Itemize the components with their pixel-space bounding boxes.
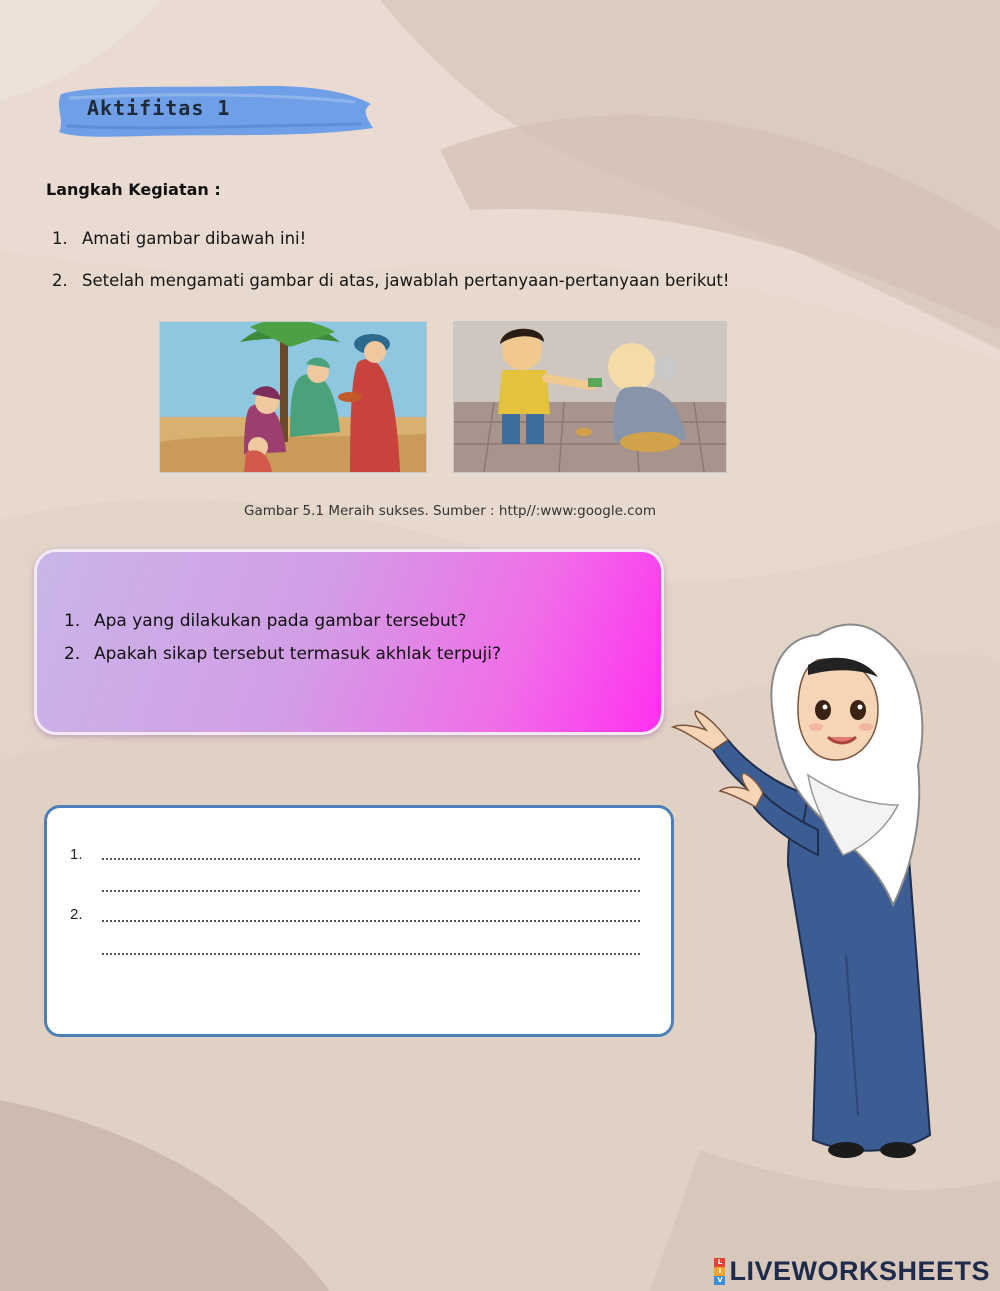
- logo-letter: I: [714, 1267, 725, 1276]
- question-box: [34, 549, 664, 735]
- question-number: 1.: [64, 611, 81, 631]
- answer-2-line-1[interactable]: [102, 920, 640, 922]
- answer-1-line-1[interactable]: [102, 858, 640, 860]
- step-text: Setelah mengamati gambar di atas, jawablah pertanyaan-pertanyaan berikut!: [82, 271, 730, 290]
- question-text: Apakah sikap tersebut termasuk akhlak terpuji?: [94, 644, 502, 664]
- question-number: 2.: [64, 644, 81, 664]
- answer-2-line-2[interactable]: [102, 953, 640, 955]
- answer-1-line-2[interactable]: [102, 890, 640, 892]
- step-number: 2.: [52, 271, 68, 290]
- steps-heading: Langkah Kegiatan :: [46, 180, 221, 199]
- step-item: [52, 271, 729, 290]
- step-text: Amati gambar dibawah ini!: [82, 229, 307, 248]
- step-item: [52, 229, 306, 248]
- illustration-sharing-food: [159, 321, 427, 473]
- logo-letter: V: [714, 1276, 725, 1285]
- hijab-girl-illustration: [668, 615, 968, 1175]
- activity-title: Aktifitas 1: [87, 96, 231, 120]
- answer-number: 2.: [70, 906, 83, 923]
- illustration-giving-charity: [453, 321, 727, 473]
- step-number: 1.: [52, 229, 68, 248]
- logo-letter: L: [714, 1258, 725, 1267]
- answer-number: 1.: [70, 846, 83, 863]
- figure-caption: Gambar 5.1 Meraih sukses. Sumber : http//:www:google.com: [243, 503, 657, 519]
- question-text: Apa yang dilakukan pada gambar tersebut?: [94, 611, 467, 631]
- liveworksheets-logo[interactable]: [714, 1254, 990, 1288]
- question-item: [64, 644, 501, 664]
- logo-letter-grid: [714, 1258, 725, 1285]
- logo-text: LIVEWORKSHEETS: [729, 1255, 990, 1286]
- question-item: [64, 611, 466, 631]
